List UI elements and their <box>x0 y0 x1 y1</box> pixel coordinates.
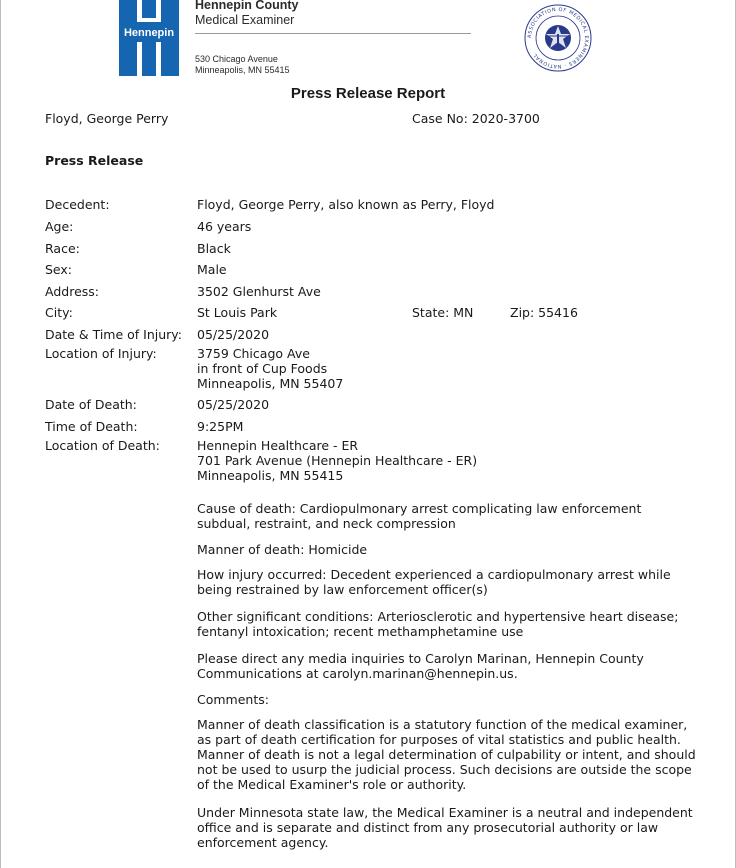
death-time-label: Time of Death: <box>45 419 138 434</box>
city-label: City: <box>45 305 73 320</box>
death-time-value: 9:25PM <box>197 419 244 434</box>
org-name: Hennepin County <box>195 0 299 12</box>
death-location-label: Location of Death: <box>45 438 160 453</box>
injury-location-label: Location of Injury: <box>45 346 157 361</box>
race-label: Race: <box>45 241 80 256</box>
comments-label: Comments: <box>197 692 269 707</box>
report-title: Press Release Report <box>290 85 446 102</box>
address-value: 3502 Glenhurst Ave <box>197 284 321 299</box>
other-conditions: Other significant conditions: Arteriosclerotic and hypertensive heart disease; fentanyl intoxication; recent methamphetamine use <box>197 609 679 639</box>
page-border-left <box>0 0 1 868</box>
death-location-line3: Minneapolis, MN 55415 <box>197 468 344 483</box>
decedent-name-header: Floyd, George Perry <box>45 111 169 126</box>
death-location-line2: 701 Park Avenue (Hennepin Healthcare - ER) <box>197 453 478 468</box>
org-department: Medical Examiner <box>195 13 295 27</box>
zip-value: Zip: 55416 <box>510 305 578 320</box>
age-label: Age: <box>45 219 74 234</box>
injury-location-line1: 3759 Chicago Ave <box>197 346 310 361</box>
org-address-line2: Minneapolis, MN 55415 <box>195 65 290 75</box>
injury-location-line2: in front of Cup Foods <box>197 361 328 376</box>
org-address-line1: 530 Chicago Avenue <box>195 54 278 64</box>
death-location-line1: Hennepin Healthcare - ER <box>197 438 359 453</box>
injury-date-value: 05/25/2020 <box>197 327 270 342</box>
city-value: St Louis Park <box>197 305 278 320</box>
sex-label: Sex: <box>45 262 73 277</box>
age-value: 46 years <box>197 219 252 234</box>
decedent-value: Floyd, George Perry, also known as Perry, Floyd <box>197 197 495 212</box>
decedent-label: Decedent: <box>45 197 110 212</box>
case-number: Case No: 2020-3700 <box>412 111 540 126</box>
how-injury-occurred: How injury occurred: Decedent experienced a cardiopulmonary arrest while being restrained by law enforcement officer(s) <box>197 567 671 597</box>
comment-paragraph-1: Manner of death classification is a statutory function of the medical examiner, as part of death certification for purposes of vital statistics and public health. Manner of death is not a legal determination of culpability or intent, and should not be used to usurp the judicial process. Such decisions are outside the scope of the Medical Examiner's role or authority. <box>197 717 696 792</box>
state-value: State: MN <box>412 305 474 320</box>
media-inquiries: Please direct any media inquiries to Carolyn Marinan, Hennepin County Communications at carolyn.marinan@hennepin.us. <box>197 651 644 681</box>
hennepin-logo <box>119 0 179 76</box>
logo-text: Hennepin <box>123 27 175 39</box>
address-label: Address: <box>45 284 99 299</box>
seal-ring-text: ASSOCIATION OF MEDICAL EXAMINERS · NATIONAL <box>526 6 590 70</box>
manner-of-death: Manner of death: Homicide <box>197 542 368 557</box>
sex-value: Male <box>197 262 227 277</box>
examiners-association-seal <box>524 4 592 72</box>
cause-of-death: Cause of death: Cardiopulmonary arrest complicating law enforcement subdual, restraint, and neck compression <box>197 501 642 531</box>
race-value: Black <box>197 241 231 256</box>
injury-date-label: Date & Time of Injury: <box>45 327 182 342</box>
death-date-label: Date of Death: <box>45 397 137 412</box>
death-date-value: 05/25/2020 <box>197 397 270 412</box>
header-divider <box>195 33 471 34</box>
injury-location-line3: Minneapolis, MN 55407 <box>197 376 344 391</box>
comment-paragraph-2: Under Minnesota state law, the Medical Examiner is a neutral and independent office and is separate and distinct from any prosecutorial authority or law enforcement agency. <box>197 805 693 850</box>
section-heading: Press Release <box>45 153 144 168</box>
